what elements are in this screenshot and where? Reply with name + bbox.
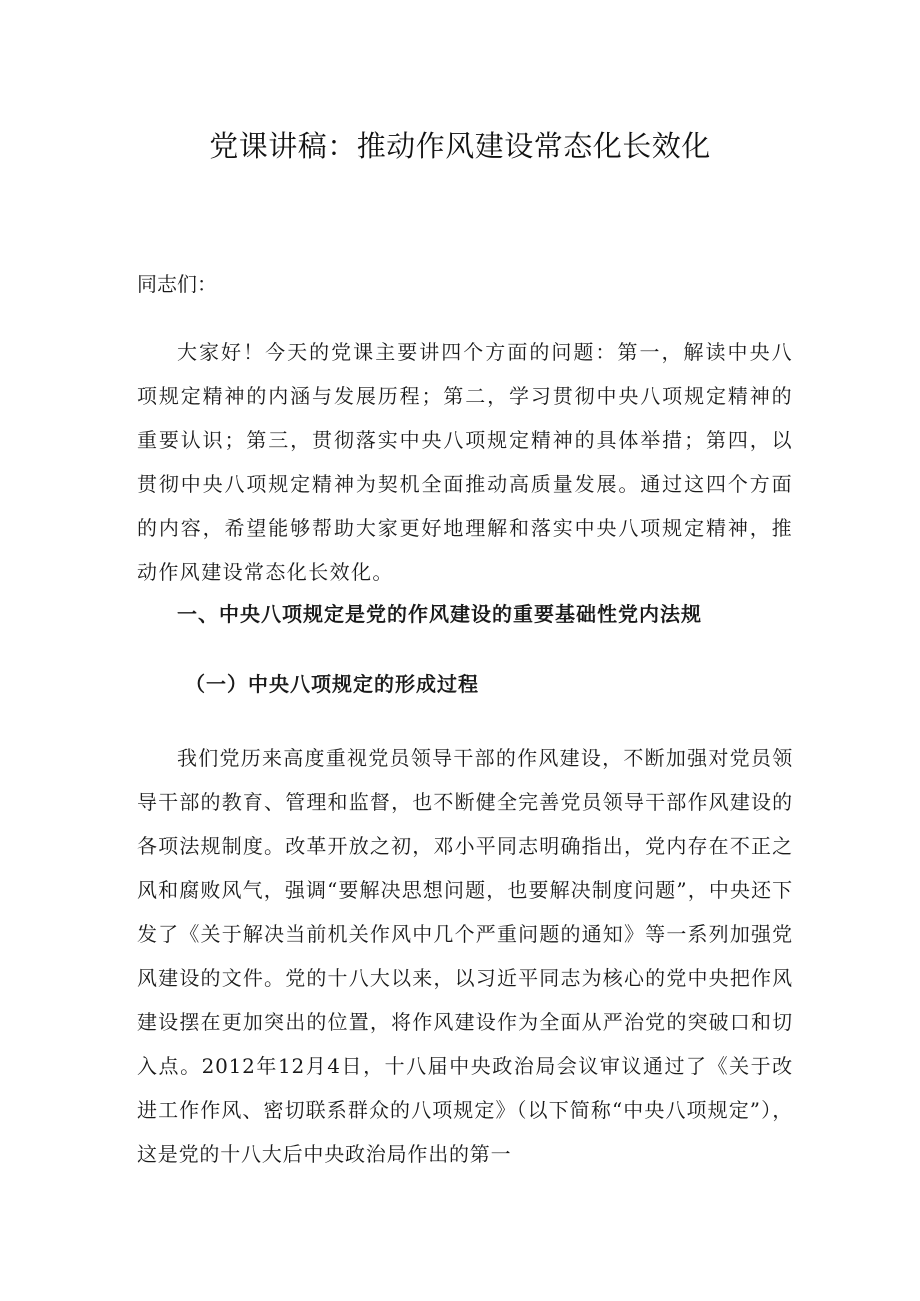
document-title: 党课讲稿：推动作风建设常态化长效化: [209, 129, 711, 163]
salutation: 同志们：: [137, 272, 217, 296]
intro-paragraph: 大家好！今天的党课主要讲四个方面的问题：第一，解读中央八项规定精神的内涵与发展历程；第二，学习贯彻中央八项规定精神的重要认识；第三，贯彻落实中央八项规定精神的具体举措；第四，以贯彻中央八项规定精神为契机全面推动高质量发展。通过这四个方面的内容，希望能够帮助大家更好地理解和落实中央八项规定精神，推动作风建设常态化长效化。: [137, 340, 793, 584]
section-heading: 一、中央八项规定是党的作风建设的重要基础性党内法规: [177, 602, 702, 626]
subsection-heading: （一）中央八项规定的形成过程: [185, 672, 479, 696]
body-paragraph: 我们党历来高度重视党员领导干部的作风建设，不断加强对党员领导干部的教育、管理和监督，也不断健全完善党员领导干部作风建设的各项法规制度。改革开放之初，邓小平同志明确指出，党内存在不正之风和腐败风气，强调“要解决思想问题，也要解决制度问题”，中央还下发了《关于解决当前机关作风中几个严重问题的通知》等一系列加强党风建设的文件。党的十八大以来，以习近平同志为核心的党中央把作风建设摆在更加突出的位置，将作风建设作为全面从严治党的突破口和切入点。2012年12月4日，十八届中央政治局会议审议通过了《关于改进工作作风、密切联系群众的八项规定》（以下简称“中央八项规定”），这是党的十八大后中央政治局作出的第一: [137, 746, 793, 1166]
